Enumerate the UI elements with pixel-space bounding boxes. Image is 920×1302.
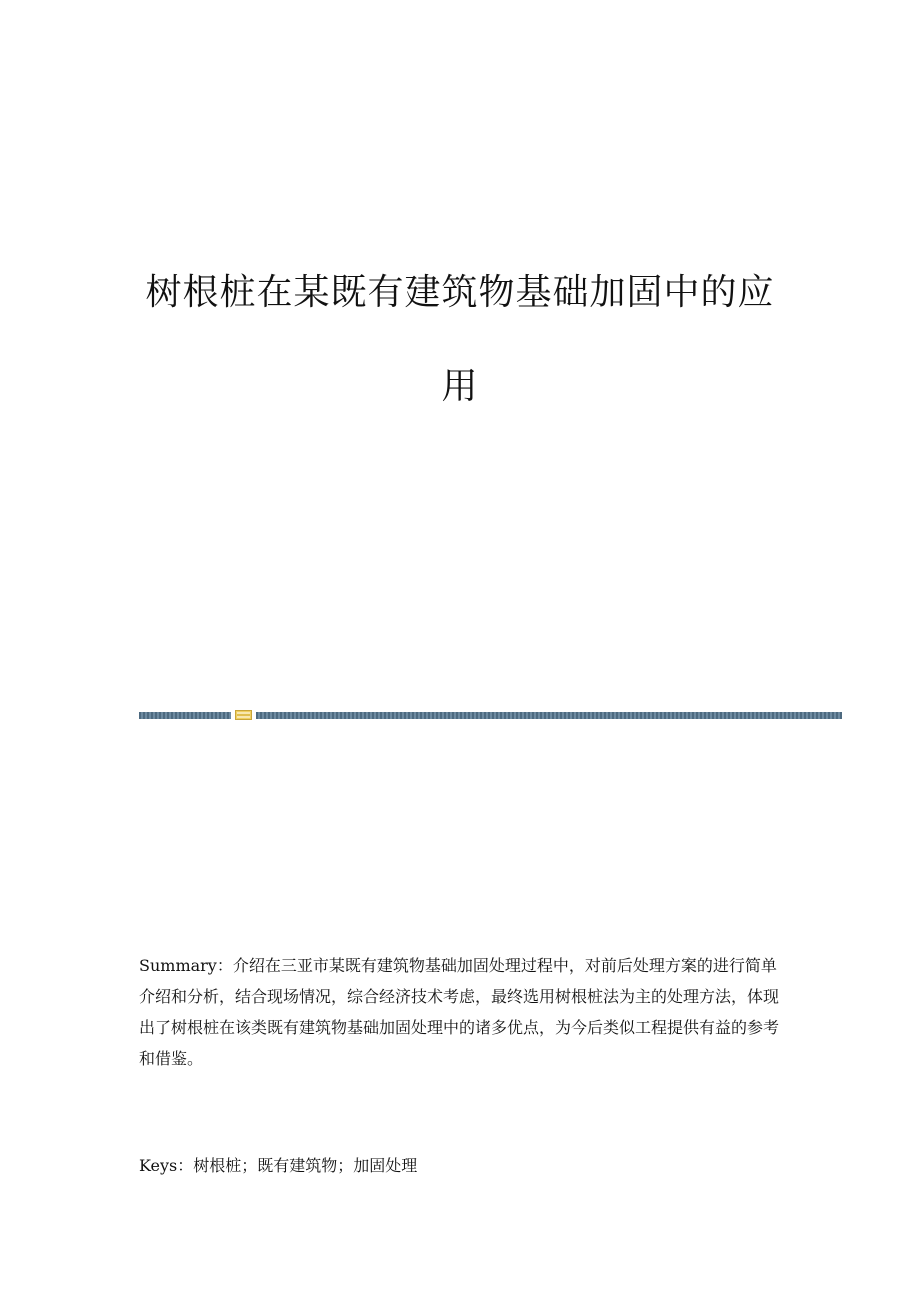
keywords-paragraph: [139, 1152, 789, 1180]
keywords-text: 树根桩；既有建筑物；加固处理: [193, 1156, 418, 1175]
document-title-line-1: 树根桩在某既有建筑物基础加固中的应: [145, 272, 775, 313]
keywords-label: Keys：: [139, 1156, 194, 1175]
abstract-paragraph: [139, 950, 789, 1074]
abstract-label: Summary：: [139, 956, 233, 975]
document-title-line-2: 用: [441, 366, 479, 407]
divider-bar-left: [139, 712, 231, 719]
ornament-icon: [235, 709, 252, 721]
section-divider: [139, 709, 842, 721]
abstract-text: 介绍在三亚市某既有建筑物基础加固处理过程中，对前后处理方案的进行简单介绍和分析，结合现场情况，综合经济技术考虑，最终选用树根桩法为主的处理方法，体现出了树根桩在该类既有建筑物基础加固处理中的诸多优点，为今后类似工程提供有益的参考和借鉴。: [139, 956, 780, 1068]
divider-bar-right: [256, 712, 842, 719]
